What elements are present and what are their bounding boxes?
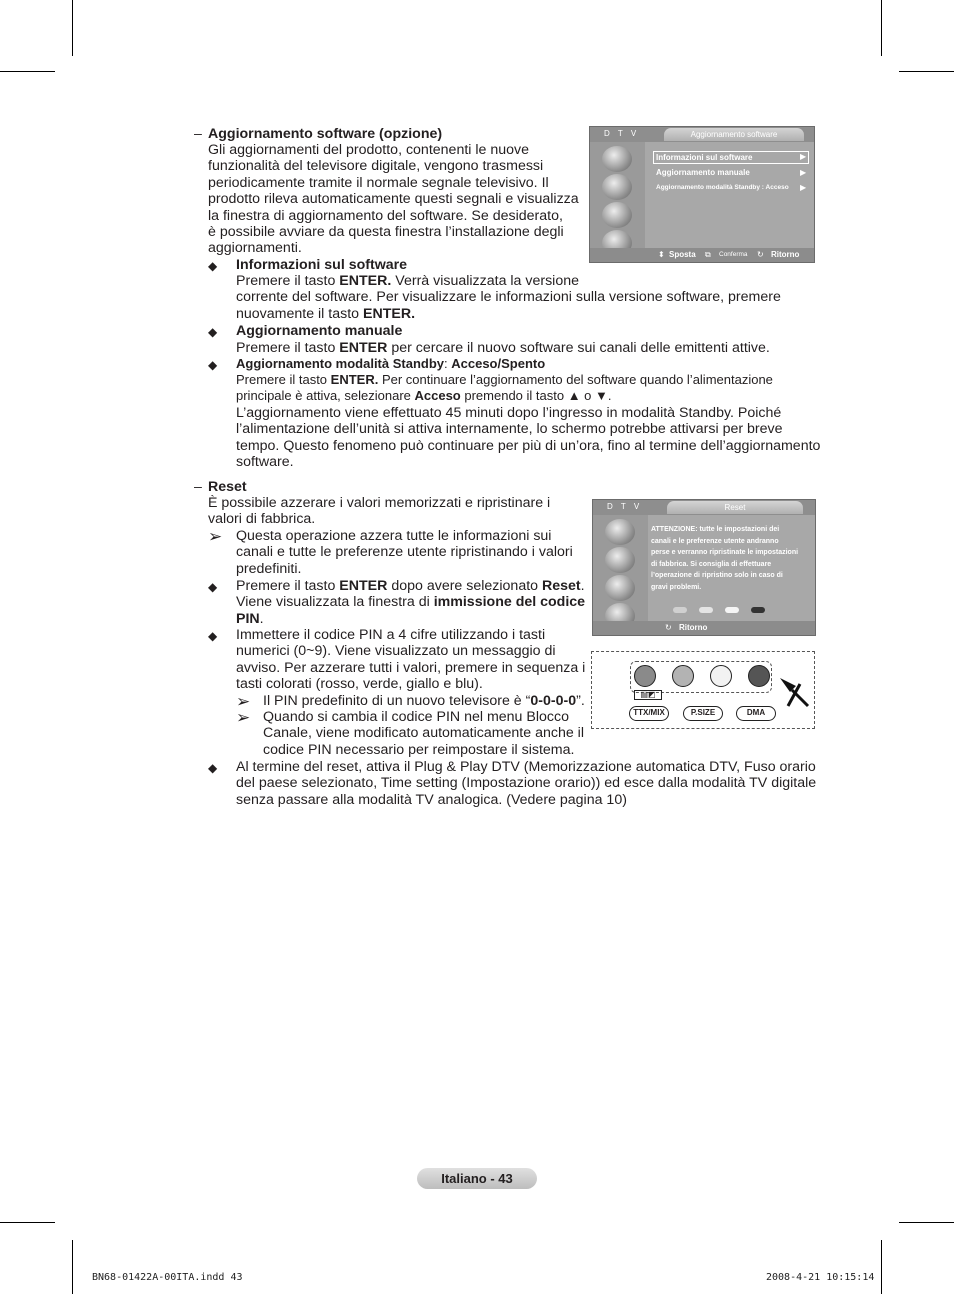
reset-bullet-3: Al termine del reset, attiva il Plug & Play DTV (Memorizzazione automatica DTV, Fuso orario del paese selezionato, Time setting (Impostazione orario)) ed esce dalla modalità TV digitale senza passare alla modalità TV analogica. (Vedere pagina 10)	[236, 759, 817, 808]
enter-icon: ⧉	[705, 250, 711, 259]
green-button[interactable]	[672, 665, 694, 687]
osd-reset-menu	[592, 499, 816, 636]
osd-footer	[593, 621, 815, 635]
triangle-right-icon: ▶	[800, 183, 807, 192]
crop-mark	[881, 0, 882, 56]
note-arrow-icon: ➢	[236, 708, 251, 727]
diamond-bullet-icon: ◆	[208, 580, 218, 594]
sound-menu-icon	[605, 547, 635, 573]
osd-tab-title: Aggiornamento software	[664, 128, 804, 141]
ttx-mix-button[interactable]: TTX/MIX	[629, 706, 669, 721]
bullet-title-software-info: Informazioni sul software	[236, 257, 408, 273]
pin-dot-4	[751, 607, 765, 613]
pin-dot-2	[699, 607, 713, 613]
osd-item-manual-update[interactable]: Aggiornamento manuale	[656, 168, 750, 177]
osd-software-update-menu	[589, 126, 815, 263]
pin-dot-1	[673, 607, 687, 613]
reset-intro: È possibile azzerare i valori memorizzati e ripristinare i valori di fabbrica.	[208, 495, 551, 528]
footer-return-label: Ritorno	[679, 623, 708, 632]
osd-item-software-info[interactable]: Informazioni sul software	[653, 151, 809, 164]
crop-mark	[0, 1222, 55, 1223]
crop-mark	[0, 71, 55, 72]
footer-move-label: Sposta	[669, 250, 696, 259]
updown-arrow-icon: ⬍	[658, 250, 665, 259]
osd-sidebar	[593, 515, 648, 621]
bullet-text-software-info: Premere il tasto ENTER. Verrà visualizzata la versione corrente del software. Per visualizzare le informazioni sulla versione software, premere nuovamente il tasto ENTER.	[236, 273, 781, 322]
section-intro: Gli aggiornamenti del prodotto, contenenti le nuove funzionalità del televisore digitale, vengono trasmessi periodicamente tramite il normale segnale televisivo. Il prodotto rileva automaticamente questi segnali e visualizza la finestra di aggiornamento del software. Se desiderato, è possibile avviare da questa finestra l’installazione degli aggiornamenti.	[208, 142, 579, 257]
pin-dot-3	[725, 607, 739, 613]
crop-mark	[899, 1222, 954, 1223]
osd-footer	[590, 248, 814, 262]
bullet-text-standby-update: Premere il tasto ENTER. Per continuare l’aggiornamento del software quando l’alimentazione principale è attiva, selezionare Acceso premendo il tasto ▲ o ▼.	[236, 372, 773, 404]
page-number-badge: Italiano - 43	[417, 1168, 537, 1189]
blue-button[interactable]	[748, 665, 770, 687]
yellow-button[interactable]	[710, 665, 732, 687]
return-icon: ↻	[757, 250, 764, 259]
picture-menu-icon	[602, 146, 632, 172]
reset-note-pin-default: Il PIN predefinito di un nuovo televisore è “0-0-0-0”.	[263, 693, 585, 709]
diamond-bullet-icon: ◆	[208, 358, 218, 372]
diamond-bullet-icon: ◆	[208, 259, 218, 273]
setup-menu-icon	[605, 575, 635, 601]
footer-confirm-label: Conferma	[719, 251, 748, 258]
crop-mark	[72, 0, 73, 56]
return-icon: ↻	[665, 623, 672, 632]
pointer-arrow-icon	[778, 674, 812, 710]
setup-menu-icon	[602, 202, 632, 228]
reset-bullet-1: Premere il tasto ENTER dopo avere selezionato Reset. Viene visualizzata la finestra di immissione del codice PIN.	[236, 578, 586, 627]
osd-sidebar	[590, 142, 645, 248]
diamond-bullet-icon: ◆	[208, 761, 218, 775]
diamond-bullet-icon: ◆	[208, 629, 218, 643]
dash-marker: –	[194, 126, 202, 142]
reset-note-1: Questa operazione azzera tutte le informazioni sui canali e tutte le preferenze utente ripristinando i valori predefiniti.	[236, 528, 573, 577]
dash-marker: –	[194, 479, 202, 495]
osd-item-standby-update[interactable]: Aggiornamento modalità Standby : Acceso	[656, 184, 789, 191]
osd-warning-text: ATTENZIONE: tutte le impostazioni dei canali e le preferenze utente andranno perse e verranno ripristinate le impostazioni di fabbrica. Si consiglia di effettuare l’operazione di ripristino solo in caso di gravi problemi.	[651, 526, 799, 591]
section-heading-reset: Reset	[208, 479, 247, 495]
osd-dtv-label: D T V	[604, 129, 640, 138]
crop-mark	[899, 71, 954, 72]
bullet-title-standby-update: Aggiornamento modalità Standby: Acceso/Spento	[236, 356, 546, 371]
crop-mark	[72, 1240, 73, 1294]
bullet-title-manual-update: Aggiornamento manuale	[236, 323, 403, 339]
diamond-bullet-icon: ◆	[208, 325, 218, 339]
remote-control-illustration	[591, 651, 815, 729]
section-heading-software-update: Aggiornamento software (opzione)	[208, 126, 443, 142]
footer-return-label: Ritorno	[771, 250, 800, 259]
red-button[interactable]	[634, 665, 656, 687]
reset-bullet-2: Immettere il codice PIN a 4 cifre utilizzando i tasti numerici (0~9). Viene visualizzato un messaggio di avviso. Per azzerare tutti i valori, premere in sequenza i tasti colorati (rosso, verde, giallo e blu).	[236, 627, 586, 693]
bullet-text-standby-details: L’aggiornamento viene effettuato 45 minuti dopo l’ingresso in modalità Standby. Poiché l’alimentazione dell’unità si attiva internamente, lo schermo potrebbe attivarsi per breve tempo. Questo fenomeno può continuare per più di un’ora, fino al termine dell’aggiornamento software.	[236, 405, 821, 471]
teletext-icon: ▤◩	[634, 690, 662, 700]
triangle-right-icon: ▶	[800, 168, 807, 177]
print-slug-file: BN68-01422A-00ITA.indd 43	[92, 1272, 243, 1283]
sound-menu-icon	[602, 174, 632, 200]
reset-note-pin-change: Quando si cambia il codice PIN nel menu Blocco Canale, viene modificato automaticamente anche il codice PIN necessario per reimpostare il sistema.	[263, 709, 584, 758]
bullet-text-manual-update: Premere il tasto ENTER per cercare il nuovo software sui canali delle emittenti attive.	[236, 340, 770, 356]
print-slug-date: 2008-4-21 10:15:14	[766, 1272, 875, 1283]
triangle-right-icon: ▶	[800, 152, 807, 161]
note-arrow-icon: ➢	[236, 692, 251, 711]
note-arrow-icon: ➢	[208, 527, 223, 546]
dma-button[interactable]: DMA	[736, 706, 776, 721]
picture-menu-icon	[605, 519, 635, 545]
osd-tab-title: Reset	[667, 501, 803, 514]
crop-mark	[881, 1240, 882, 1294]
p-size-button[interactable]: P.SIZE	[683, 706, 723, 721]
osd-dtv-label: D T V	[607, 502, 643, 511]
